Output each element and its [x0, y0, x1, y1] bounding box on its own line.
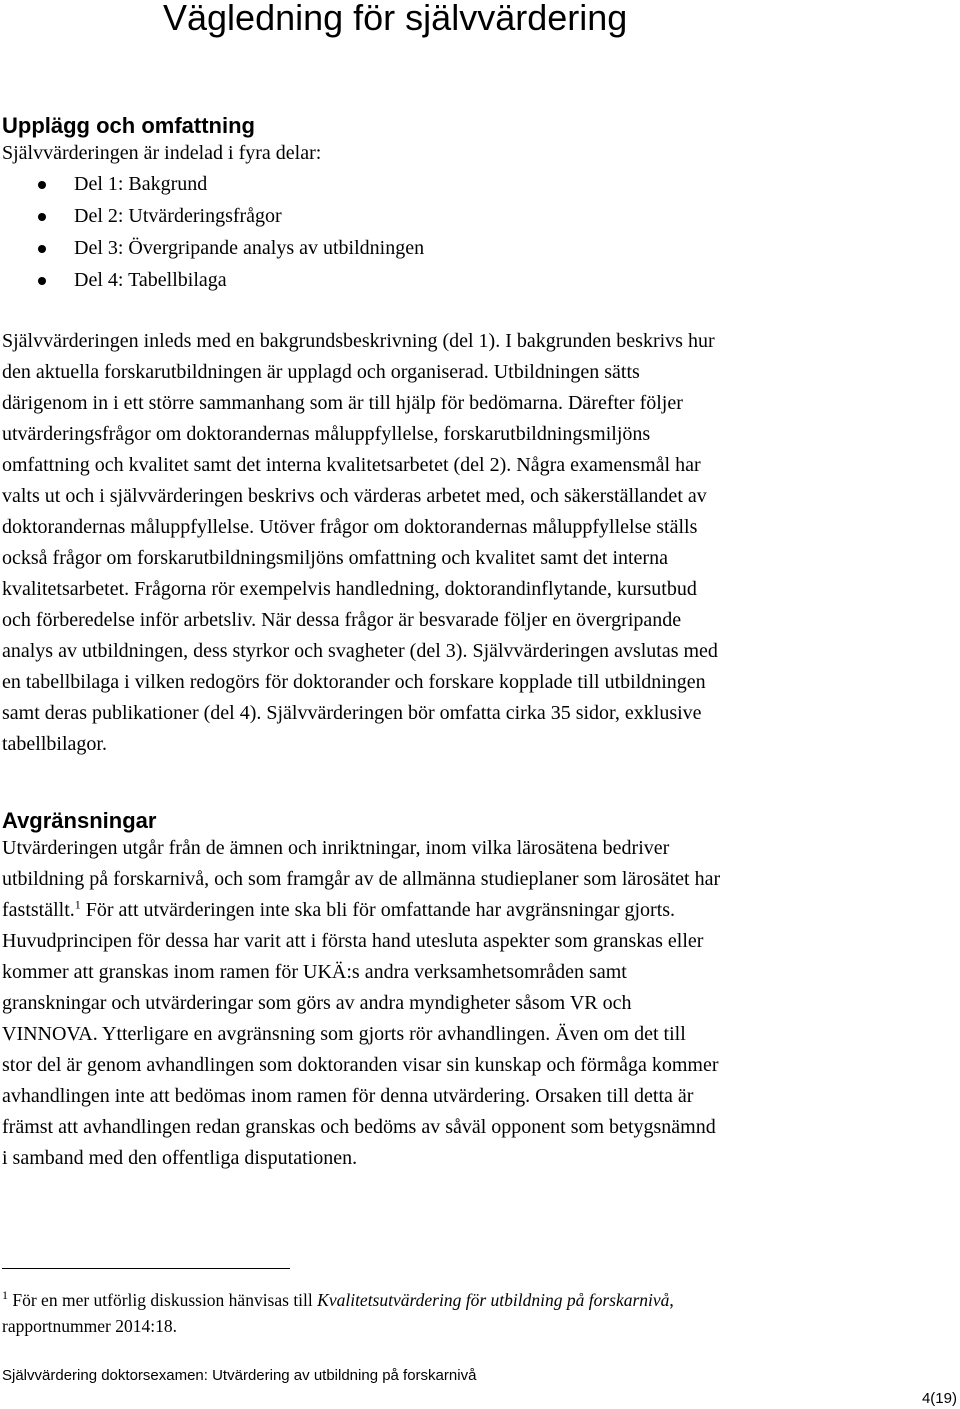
paragraph-line: granskningar och utvärderingar som görs av andra myndigheter såsom VR och — [2, 992, 632, 1014]
paragraph-line: främst att avhandlingen redan granskas och bedöms av såväl opponent som betygsnämnd — [2, 1116, 716, 1138]
section-heading-upplagg: Upplägg och omfattning — [2, 113, 255, 138]
section-heading-avgransningar: Avgränsningar — [2, 808, 157, 833]
page-number: 4(19) — [921, 1390, 957, 1407]
list-item-text: Del 2: Utvärderingsfrågor — [74, 205, 282, 227]
bullet-icon — [38, 213, 46, 221]
list-item-text: Del 3: Övergripande analys av utbildningen — [74, 237, 425, 259]
paragraph-line: Huvudprincipen för dessa har varit att i första hand utesluta aspekter som granskas eller — [2, 930, 704, 952]
page-title: Vägledning för självvärdering — [163, 0, 628, 38]
paragraph-text: För att utvärderingen inte ska bli för omfattande har avgränsningar gjorts. — [80, 899, 676, 921]
bullet-icon — [38, 245, 46, 253]
section-intro: Självvärderingen är indelad i fyra delar: — [2, 142, 322, 164]
section-paragraph — [2, 833, 720, 1174]
paragraph-line: valts ut och i självvärderingen beskrivs och värderas arbetet med, och säkerställandet av — [2, 485, 707, 507]
paragraph-line: utvärderingsfrågor om doktorandernas måluppfyllelse, forskarutbildningsmiljöns — [2, 423, 651, 445]
paragraph-line: avhandlingen inte att bedömas inom ramen för denna utvärdering. Orsaken till detta är — [2, 1085, 694, 1107]
section-paragraph — [2, 326, 718, 760]
paragraph-line: Självvärderingen inleds med en bakgrundsbeskrivning (del 1). I bakgrunden beskrivs hur — [2, 330, 715, 352]
paragraph-line: i samband med den offentliga disputationen. — [2, 1147, 358, 1169]
list-item-text: Del 4: Tabellbilaga — [74, 269, 227, 291]
paragraph-line: kommer att granskas inom ramen för UKÄ:s andra verksamhetsområden samt — [2, 961, 627, 983]
footnote-divider — [2, 1268, 290, 1269]
footnote-text: , — [669, 1290, 674, 1310]
paragraph-line: samt deras publikationer (del 4). Självvärderingen bör omfatta cirka 35 sidor, exklusive — [2, 702, 702, 724]
paragraph-line: en tabellbilaga i vilken redogörs för doktorander och forskare kopplade till utbildningen — [2, 671, 706, 693]
paragraph-line: den aktuella forskarutbildningen är upplagd och organiserad. Utbildningen sätts — [2, 361, 640, 383]
footnote — [2, 1287, 674, 1339]
paragraph-line: utbildning på forskarnivå, och som framgår av de allmänna studieplaner som lärosätet har — [2, 868, 721, 890]
paragraph-line: därigenom in i ett större sammanhang som är till hjälp för bedömarna. Därefter följer — [2, 392, 683, 414]
page-footer: Självvärdering doktorsexamen: Utvärdering av utbildning på forskarnivå — [2, 1367, 477, 1384]
footnote-reference[interactable]: 1 — [74, 897, 81, 912]
paragraph-line: och förberedelse inför arbetsliv. När dessa frågor är besvarade följer en övergripande — [2, 609, 682, 631]
paragraph-line: doktorandernas måluppfyllelse. Utöver frågor om doktorandernas måluppfyllelse ställs — [2, 516, 698, 538]
paragraph-text: fastställt. — [2, 899, 75, 921]
paragraph-line: omfattning och kvalitet samt det interna kvalitetsarbetet (del 2). Några examensmål har — [2, 454, 701, 476]
bullet-icon — [38, 181, 46, 189]
paragraph-line: stor del är genom avhandlingen som doktoranden visar sin kunskap och förmåga kommer — [2, 1054, 719, 1076]
paragraph-line: tabellbilagor. — [2, 733, 107, 755]
footnote-number: 1 — [2, 1288, 8, 1303]
paragraph-line: Utvärderingen utgår från de ämnen och inriktningar, inom vilka lärosätena bedriver — [2, 837, 670, 859]
footnote-reference-title: Kvalitetsutvärdering för utbildning på forskarnivå — [317, 1290, 670, 1310]
paragraph-line — [2, 895, 720, 926]
bullet-icon — [38, 277, 46, 285]
footnote-text: För en mer utförlig diskussion hänvisas till — [8, 1290, 318, 1310]
paragraph-line: analys av utbildningen, dess styrkor och svagheter (del 3). Självvärderingen avslutas med — [2, 640, 718, 662]
paragraph-line: kvalitetsarbetet. Frågorna rör exempelvis handledning, doktorandinflytande, kursutbud — [2, 578, 697, 600]
paragraph-line: också frågor om forskarutbildningsmiljöns omfattning och kvalitet samt det interna — [2, 547, 668, 569]
paragraph-line: VINNOVA. Ytterligare en avgränsning som gjorts rör avhandlingen. Även om det till — [2, 1023, 686, 1045]
list-item-text: Del 1: Bakgrund — [74, 173, 208, 195]
footnote-line: rapportnummer 2014:18. — [2, 1316, 177, 1336]
footnote-line — [2, 1287, 674, 1313]
